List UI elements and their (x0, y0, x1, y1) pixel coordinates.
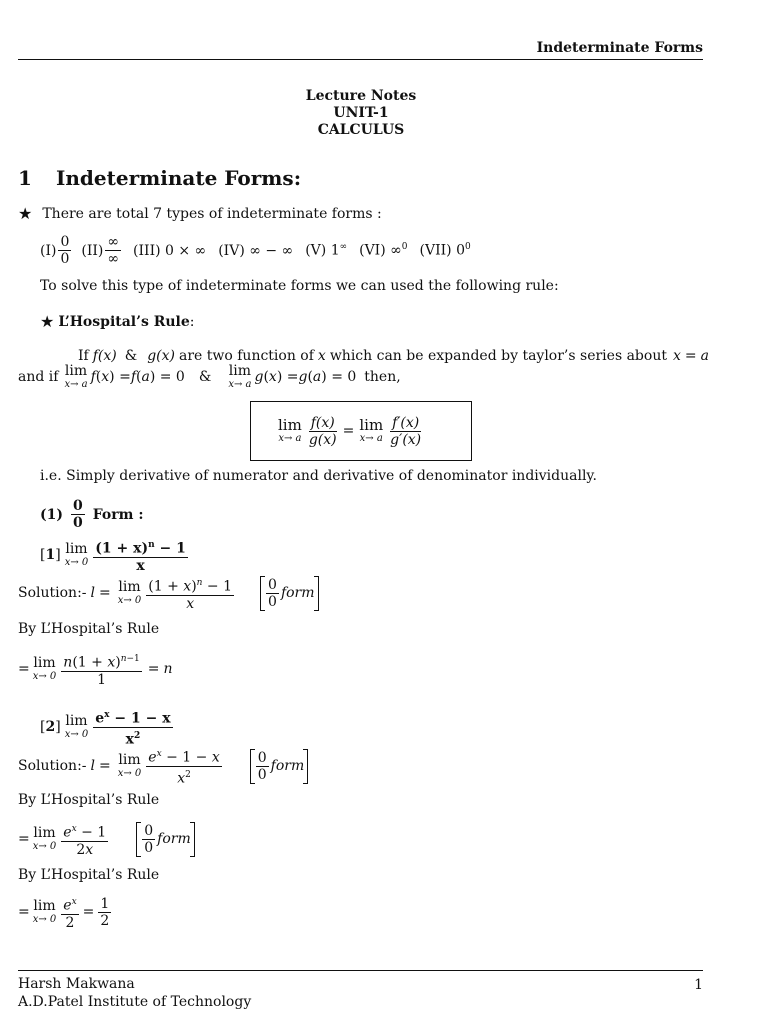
rule-sentence: To solve this type of indeterminate forms we can used the following rule: (40, 278, 559, 294)
star-icon: ★ (18, 204, 33, 223)
form-4: (IV) ∞ − ∞ (218, 242, 294, 259)
form-heading: (1) $\frac{0}{0}$ Form : (40, 498, 144, 531)
form-3: (III) 0 × ∞ (133, 242, 207, 259)
title-line-3: CALCULUS (317, 122, 405, 138)
example-1-rule: By L’Hospital’s Rule (18, 621, 160, 637)
lhospital-heading: ★ L’Hospital’s Rule : (40, 312, 195, 331)
lhospital-line-2: and if lim x→ a f ( x ) = f ( a ) = 0 & lim x→ a g ( x ) = g ( a ) = 0 then, (18, 363, 401, 390)
example-1-result: = lim x→ 0 $\frac{n(1 + x)^{n-1}}{1}$ = n (18, 651, 173, 688)
footer-author: Harsh Makwana (18, 976, 135, 992)
title-block (0, 88, 722, 139)
form-2-frac: $\frac{\infty}{\infty}$ (107, 234, 120, 267)
lhospital-heading-text: L’Hospital’s Rule (58, 313, 190, 330)
form-6: (VI) ∞$^0$ (359, 242, 408, 259)
example-2-rule-2: By L’Hospital’s Rule (18, 867, 160, 883)
form-2-label: (II) (81, 242, 104, 259)
form-5: (V) 1∞ (305, 242, 348, 259)
title-line-2: UNIT-1 (333, 105, 389, 121)
section-number: 1 (18, 166, 32, 190)
example-2-problem: [ 2 ] lim x→ 0 $\frac{e^x - 1 - x}{x^2}$ (40, 707, 175, 747)
lhospital-line-1: If f(x) & g(x) are two function of x which can be expanded by taylor’s series about x = a (78, 348, 709, 364)
form-7: (VII) $0^0$ (419, 242, 471, 259)
footer-rule (18, 970, 703, 971)
form-1-label: (I) (40, 242, 57, 259)
lhospital-note: i.e. Simply derivative of numerator and derivative of denominator individually. (40, 468, 597, 484)
example-1-problem: [ 1 ] lim x→ 0 $\frac{(1 + x)^n - 1}{x}$ (40, 537, 190, 574)
star-icon: ★ (40, 312, 55, 331)
example-2-solution: Solution:- l = lim x→ 0 $\frac{e^x - 1 - x}{x^2}$ $\frac{0}{0}$ form (18, 746, 308, 786)
example-1-solution: Solution:- l = lim x→ 0 $\frac{(1 + x)^n - 1}{x}$ $\frac{0}{0}$ form (18, 575, 319, 612)
intro-text: There are total 7 types of indeterminate forms : (42, 205, 382, 222)
form-1-frac: $\frac{0}{0}$ (60, 234, 70, 267)
forms-list (40, 234, 471, 267)
header-rule (18, 59, 703, 60)
page-number: 1 (694, 977, 703, 993)
example-2-result: = lim x→ 0 $\frac{e^x}{2}$ = $\frac{1}{2}$ (18, 895, 110, 931)
section-title: Indeterminate Forms: (56, 166, 302, 190)
intro-line (18, 204, 382, 223)
example-2-step: = lim x→ 0 $\frac{e^x - 1}{2x}$ $\frac{0}{0}$ form (18, 821, 195, 858)
footer-institute: A.D.Patel Institute of Technology (18, 994, 252, 1010)
lhospital-formula-box: lim x→ a $\frac{f(x)}{g(x)}$ = lim x→ a $\frac{f'(x)}{g'(x)}$ (250, 401, 472, 461)
example-2-rule-1: By L’Hospital’s Rule (18, 792, 160, 808)
running-header: Indeterminate Forms (536, 40, 703, 56)
title-line-1: Lecture Notes (305, 88, 417, 104)
section-heading (18, 166, 301, 190)
